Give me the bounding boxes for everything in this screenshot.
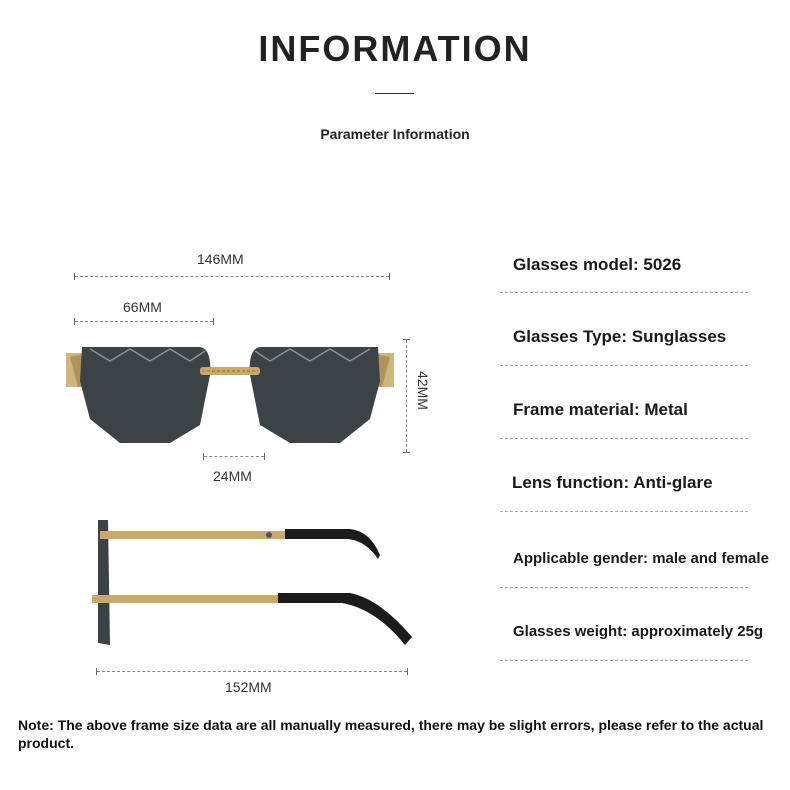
bridge-label: 24MM [213,468,252,484]
temple-length-tick-left [96,668,97,675]
lens-height-tick-top [403,339,410,340]
page-title: INFORMATION [258,28,532,69]
lens-width-tick-right [213,318,214,325]
lens-width-line [75,321,213,322]
spec-divider [500,587,748,588]
page-subtitle: Parameter Information [320,126,470,142]
spec-type-text: Glasses Type: Sunglasses [513,327,727,346]
lens-height-tick-bottom [403,452,410,453]
sunglasses-front-illustration [60,335,400,455]
spec-model-text: Glasses model: 5026 [513,255,682,274]
spec-lens-function-text: Lens function: Anti-glare [512,473,713,492]
total-width-tick-right [389,273,390,280]
lens-width-tick-left [74,318,75,325]
total-width-label: 146MM [197,251,244,267]
temple-length-line [97,671,407,672]
spec-weight-text: Glasses weight: approximately 25g [513,623,764,640]
spec-divider [500,511,748,512]
measurement-note: Note: The above frame size data are all manually measured, there may be slight errors, please refer to the actual product. [18,717,764,751]
spec-divider [500,438,748,439]
bridge-line [204,456,264,457]
lens-height-line [406,340,407,452]
lens-height-label: 42MM [415,371,431,410]
title-divider [375,93,414,94]
temple-length-label: 152MM [225,679,272,695]
spec-gender-text: Applicable gender: male and female [513,550,769,567]
spec-divider [500,660,748,661]
sunglasses-side-illustration [80,515,420,655]
total-width-line [75,276,389,277]
temple-length-tick-right [407,668,408,675]
spec-divider [500,365,748,366]
total-width-tick-left [74,273,75,280]
lens-width-label: 66MM [123,299,162,315]
spec-material-text: Frame material: Metal [513,400,688,419]
spec-divider [500,292,748,293]
